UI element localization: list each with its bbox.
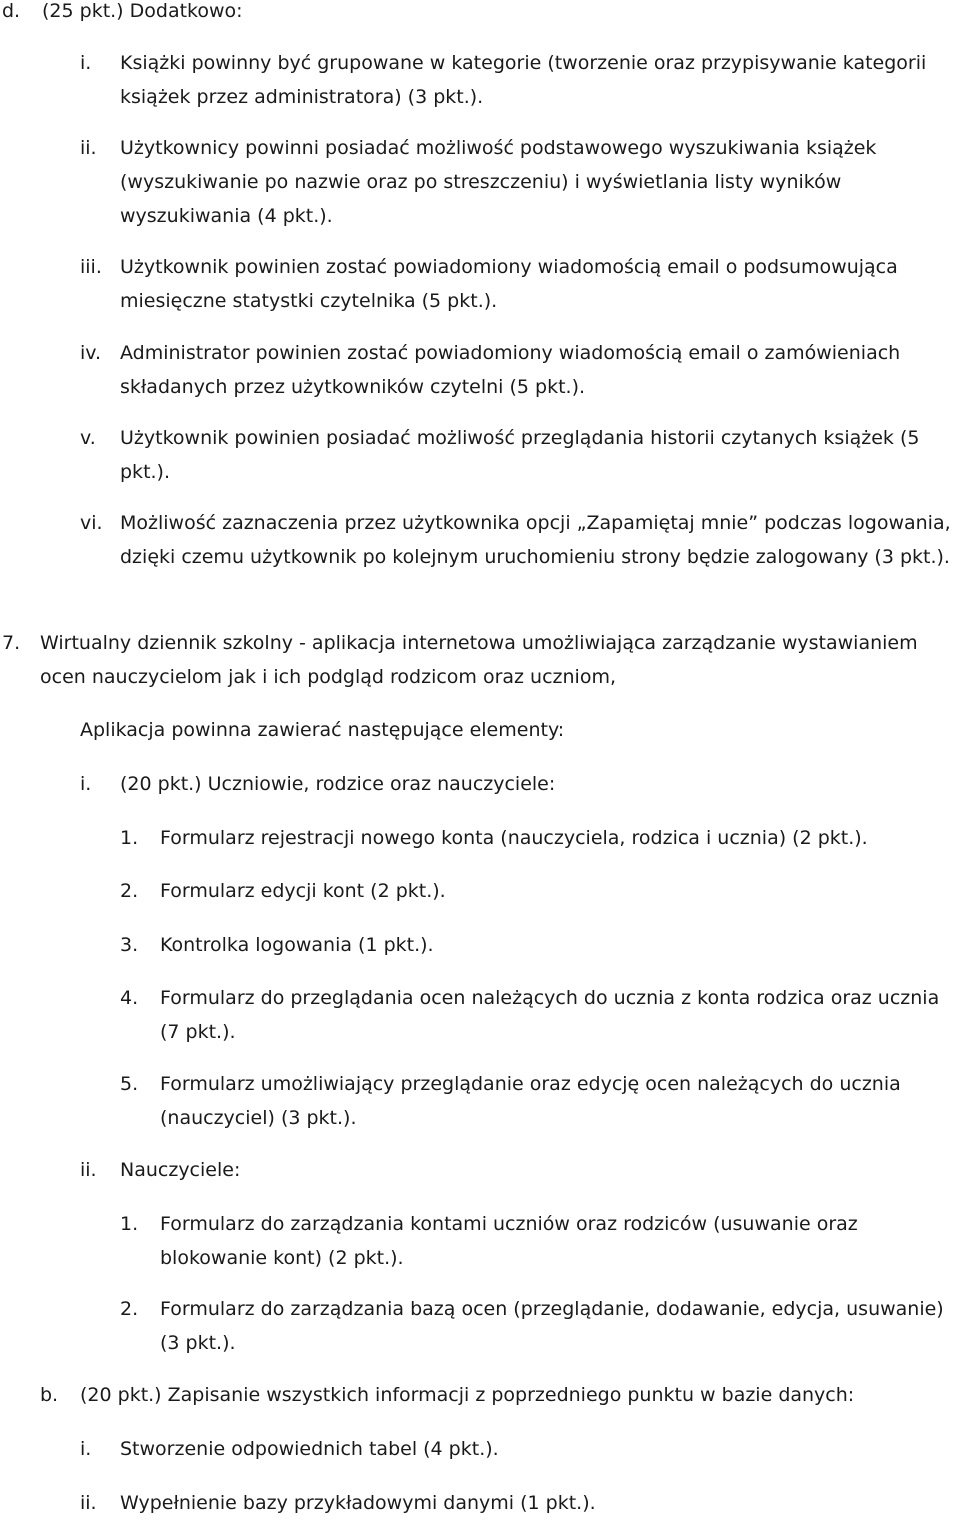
- section-b-heading: [40, 1378, 960, 1412]
- list-item: [80, 131, 960, 233]
- list-marker: d.: [2, 0, 21, 22]
- list-item: [120, 928, 960, 962]
- list-marker: v.: [80, 427, 96, 449]
- list-marker: iv.: [80, 342, 102, 364]
- list-marker: b.: [40, 1384, 59, 1406]
- list-text: Kontrolka logowania (1 pkt.).: [160, 934, 434, 956]
- list-item: [80, 506, 960, 574]
- list-marker: i.: [80, 1438, 92, 1460]
- list-item: [120, 874, 960, 908]
- list-text: Formularz rejestracji nowego konta (nauczyciela, rodzica i ucznia) (2 pkt.).: [160, 827, 868, 849]
- list-item: [80, 250, 960, 318]
- list-text: Administrator powinien zostać powiadomiony wiadomością email o zamówieniach składanych przez użytkowników czytelni (5 pkt.).: [120, 342, 901, 398]
- list-text: Użytkownik powinien posiadać możliwość przeglądania historii czytanych książek (5 pkt.).: [120, 427, 920, 483]
- section-7-intro: Aplikacja powinna zawierać następujące elementy:: [80, 719, 565, 741]
- list-marker: i.: [80, 52, 92, 74]
- list-text: (20 pkt.) Zapisanie wszystkich informacji z poprzedniego punktu w bazie danych:: [80, 1384, 855, 1406]
- section-7-heading: [2, 626, 958, 694]
- section-d-heading: [2, 0, 942, 28]
- list-item: [80, 1432, 960, 1466]
- list-text: Formularz umożliwiający przeglądanie oraz edycję ocen należących do ucznia (nauczyciel) (3 pkt.).: [160, 1073, 901, 1129]
- list-item: [120, 1292, 960, 1360]
- list-marker: 5.: [120, 1073, 139, 1095]
- list-text: Możliwość zaznaczenia przez użytkownika opcji „Zapamiętaj mnie” podczas logowania, dzięki czemu użytkownik po kolejnym uruchomieniu strony będzie zalogowany (3 pkt.).: [120, 512, 951, 568]
- list-text: Formularz do przeglądania ocen należących do ucznia z konta rodzica oraz ucznia (7 pkt.).: [160, 987, 940, 1043]
- list-item: [120, 1207, 960, 1275]
- list-text: Stworzenie odpowiednich tabel (4 pkt.).: [120, 1438, 499, 1460]
- list-text: (20 pkt.) Uczniowie, rodzice oraz nauczyciele:: [120, 773, 556, 795]
- list-text: Użytkownik powinien zostać powiadomiony wiadomością email o podsumowująca miesięczne statystki czytelnika (5 pkt.).: [120, 256, 898, 312]
- list-marker: vi.: [80, 512, 103, 534]
- list-item: [120, 1067, 960, 1135]
- list-item: [80, 336, 960, 404]
- list-text: Nauczyciele:: [120, 1159, 241, 1181]
- list-marker: 2.: [120, 1298, 139, 1320]
- list-marker: ii.: [80, 137, 97, 159]
- list-item: [120, 821, 960, 855]
- list-marker: 3.: [120, 934, 139, 956]
- part-ii-heading: [80, 1153, 960, 1187]
- list-item: [120, 981, 960, 1049]
- list-text: Formularz do zarządzania bazą ocen (przeglądanie, dodawanie, edycja, usuwanie) (3 pkt.).: [160, 1298, 944, 1354]
- list-text: (25 pkt.) Dodatkowo:: [42, 0, 243, 22]
- part-i-heading: [80, 767, 960, 801]
- list-text: Wypełnienie bazy przykładowymi danymi (1 pkt.).: [120, 1492, 596, 1514]
- list-marker: 2.: [120, 880, 139, 902]
- list-marker: i.: [80, 773, 92, 795]
- list-marker: 4.: [120, 987, 139, 1009]
- list-item: [80, 1486, 960, 1520]
- list-item: [80, 46, 960, 114]
- list-marker: ii.: [80, 1159, 97, 1181]
- list-text: Książki powinny być grupowane w kategorie (tworzenie oraz przypisywanie kategorii książek przez administratora) (3 pkt.).: [120, 52, 927, 108]
- list-marker: 7.: [2, 632, 21, 654]
- list-text: Użytkownicy powinni posiadać możliwość podstawowego wyszukiwania książek (wyszukiwanie po nazwie oraz po streszczeniu) i wyświetlania listy wyników wyszukiwania (4 pkt.).: [120, 137, 877, 227]
- list-marker: iii.: [80, 256, 102, 278]
- list-marker: 1.: [120, 1213, 139, 1235]
- list-text: Formularz do zarządzania kontami uczniów oraz rodziców (usuwanie oraz blokowanie kont) (2 pkt.).: [160, 1213, 858, 1269]
- list-text: Wirtualny dziennik szkolny - aplikacja internetowa umożliwiająca zarządzanie wystawianiem ocen nauczycielom jak i ich podgląd rodzicom oraz uczniom,: [40, 632, 918, 688]
- list-text: Formularz edycji kont (2 pkt.).: [160, 880, 446, 902]
- list-marker: 1.: [120, 827, 139, 849]
- list-item: [80, 421, 960, 489]
- list-marker: ii.: [80, 1492, 97, 1514]
